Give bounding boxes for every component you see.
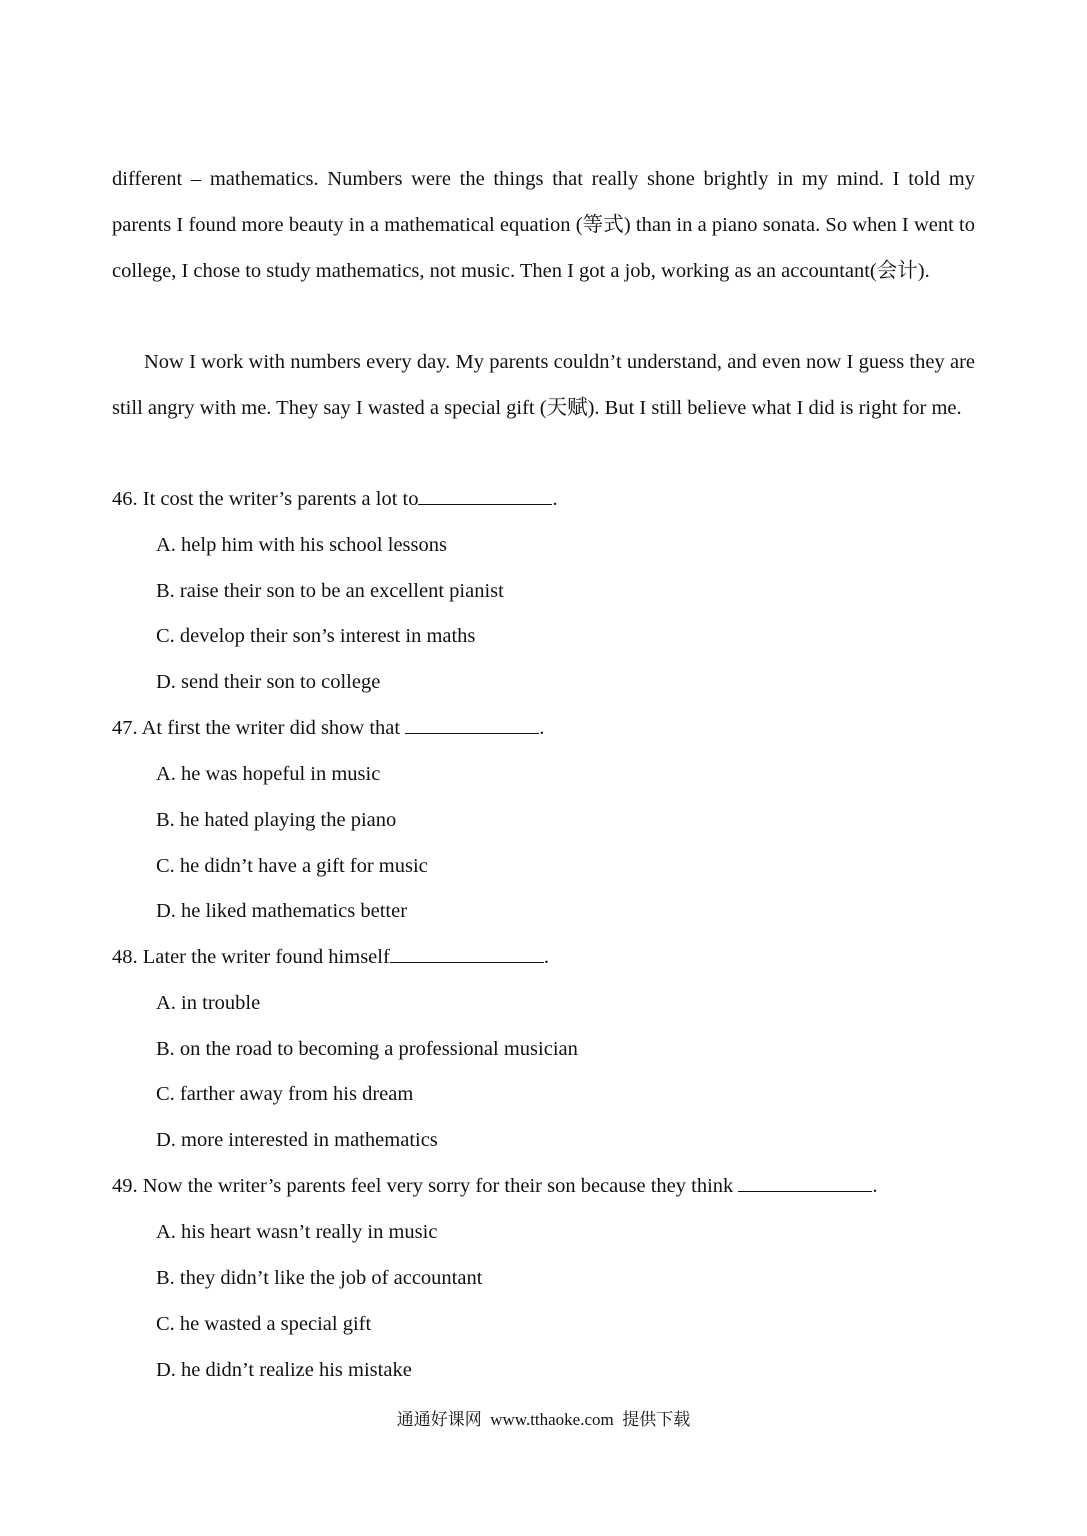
option-49-c: C. he wasted a special gift bbox=[156, 1313, 372, 1335]
page-footer: 通通好课网 www.tthaoke.com 提供下载 bbox=[396, 1410, 691, 1429]
option-46-c: C. develop their son’s interest in maths bbox=[156, 625, 476, 647]
question-49 bbox=[112, 1163, 1012, 1209]
option-48-c: C. farther away from his dream bbox=[156, 1083, 414, 1105]
question-end-punct: . bbox=[872, 1175, 878, 1197]
option-47-b: B. he hated playing the piano bbox=[156, 809, 397, 831]
option-47-c: C. he didn’t have a gift for music bbox=[156, 855, 428, 877]
question-47 bbox=[112, 705, 1012, 751]
question-end-punct: . bbox=[552, 488, 558, 510]
answer-blank bbox=[738, 1173, 872, 1192]
question-48 bbox=[112, 934, 1012, 980]
option-48-b: B. on the road to becoming a professional musician bbox=[156, 1038, 578, 1060]
option-48-a: A. in trouble bbox=[156, 992, 261, 1014]
question-end-punct: . bbox=[543, 946, 549, 968]
passage-paragraph-2: Now I work with numbers every day. My parents couldn’t understand, and even now I guess they are still angry with me. They say I wasted a special gift (天赋). But I still believe what I did is right for me. bbox=[112, 351, 975, 419]
question-48-stem: 48. Later the writer found himself bbox=[112, 946, 390, 968]
question-46-stem: 46. It cost the writer’s parents a lot to bbox=[112, 488, 419, 510]
answer-blank bbox=[418, 486, 552, 505]
question-47-stem: 47. At first the writer did show that bbox=[112, 717, 406, 739]
option-49-d: D. he didn’t realize his mistake bbox=[156, 1359, 412, 1381]
question-46 bbox=[112, 476, 1012, 522]
option-49-a: A. his heart wasn’t really in music bbox=[156, 1221, 438, 1243]
option-47-a: A. he was hopeful in music bbox=[156, 763, 381, 785]
question-end-punct: . bbox=[539, 717, 545, 739]
option-49-b: B. they didn’t like the job of accountant bbox=[156, 1267, 483, 1289]
option-48-d: D. more interested in mathematics bbox=[156, 1129, 438, 1151]
option-46-b: B. raise their son to be an excellent pianist bbox=[156, 580, 504, 602]
answer-blank bbox=[390, 944, 544, 963]
question-49-stem: 49. Now the writer’s parents feel very sorry for their son because they think bbox=[112, 1175, 739, 1197]
option-46-a: A. help him with his school lessons bbox=[156, 534, 447, 556]
passage-paragraph-1: different – mathematics. Numbers were the things that really shone brightly in my mind. I told my parents I found more beauty in a mathematical equation (等式) than in a piano sonata. So when I went to college, I chose to study mathematics, not music. Then I got a job, working as an accountant(会计). bbox=[112, 168, 975, 282]
option-47-d: D. he liked mathematics better bbox=[156, 900, 408, 922]
answer-blank bbox=[405, 715, 539, 734]
option-46-d: D. send their son to college bbox=[156, 671, 381, 693]
